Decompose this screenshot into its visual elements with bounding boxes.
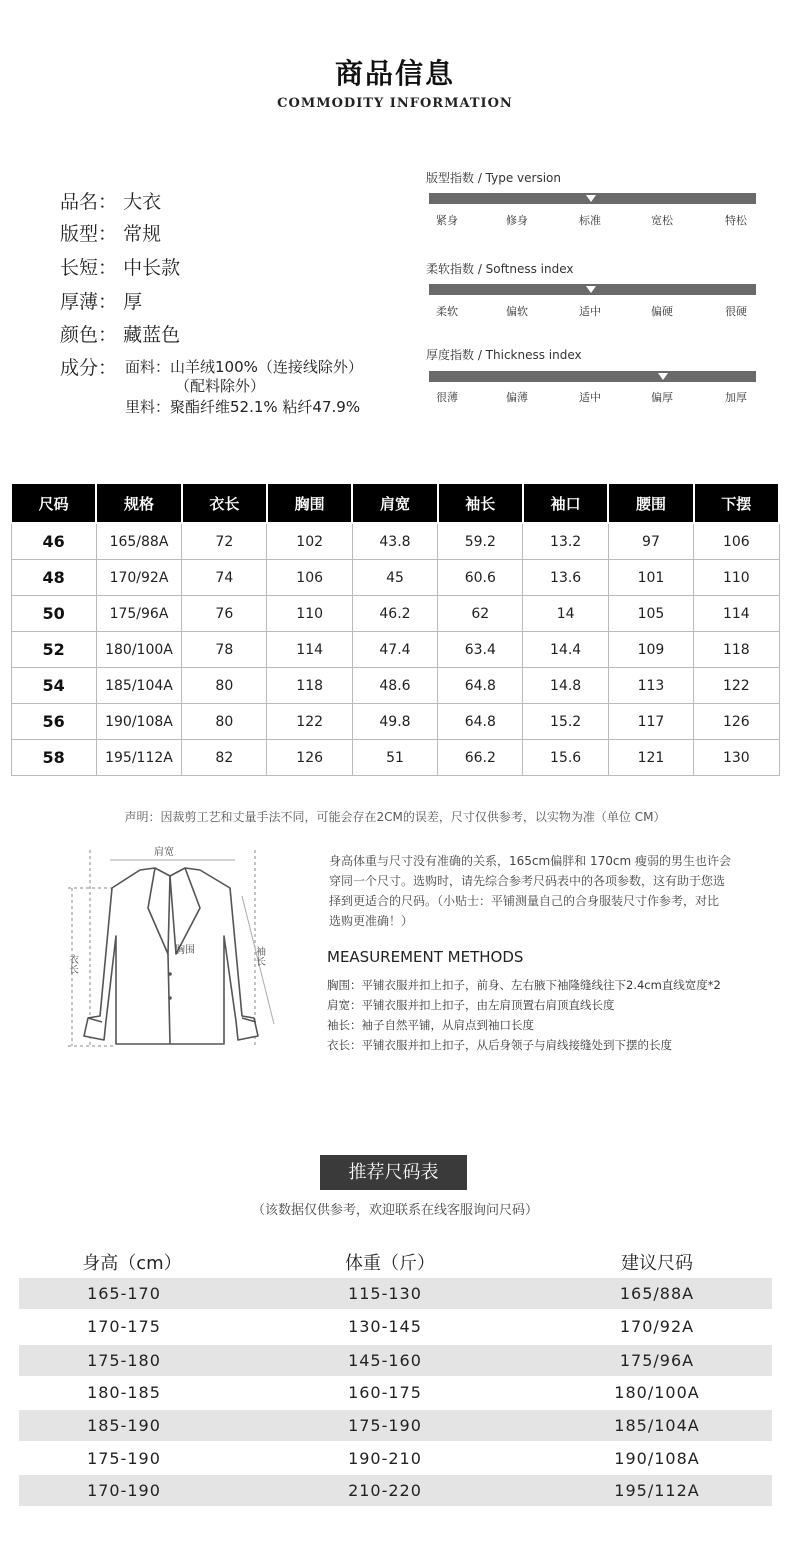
table-cell: 170-190	[87, 1481, 161, 1500]
index-bar	[429, 371, 756, 382]
index-label: 柔软	[436, 305, 458, 318]
table-cell: 195/112A	[614, 1481, 700, 1500]
header-waist: 腰围	[608, 483, 693, 523]
table-cell: 114	[694, 596, 779, 632]
table-cell: 59.2	[438, 523, 523, 560]
index-title: 版型指数 / Type version	[426, 171, 562, 185]
measurement-title: MEASUREMENT METHODS	[327, 948, 524, 966]
index-label: 标准	[579, 214, 601, 227]
table-cell: 165/88A	[619, 1284, 695, 1303]
table-cell: 45	[352, 560, 437, 596]
table-cell: 46	[11, 523, 96, 560]
table-cell: 110	[694, 560, 779, 596]
index-title: 厚度指数 / Thickness index	[426, 348, 582, 362]
table-cell: 165-170	[87, 1284, 161, 1303]
table-cell: 175-190	[87, 1449, 161, 1468]
table-cell: 48	[11, 560, 96, 596]
index-label: 紧身	[436, 214, 458, 227]
property-color: 颜色： 藏蓝色	[60, 324, 181, 346]
index-label: 修身	[506, 214, 528, 227]
index-title: 柔软指数 / Softness index	[426, 262, 574, 276]
advice-line: 穿同一个尺寸。选购时，请先综合参考尺码表中的各项参数，这有助于您选	[329, 874, 726, 888]
table-cell: 76	[182, 596, 267, 632]
table-cell: 113	[608, 668, 693, 704]
table-cell: 160-175	[348, 1383, 422, 1402]
table-cell: 62	[438, 596, 523, 632]
table-cell: 58	[11, 740, 96, 776]
table-cell: 190-210	[348, 1449, 422, 1468]
table-cell: 74	[182, 560, 267, 596]
header-shoulder: 肩宽	[352, 483, 437, 523]
table-cell: 175/96A	[619, 1351, 695, 1370]
table-row	[11, 560, 779, 596]
table-cell: 82	[182, 740, 267, 776]
table-cell: 185-190	[87, 1416, 161, 1435]
table-cell: 122	[267, 704, 352, 740]
table-cell: 72	[182, 523, 267, 560]
table-cell: 63.4	[438, 632, 523, 668]
table-cell: 66.2	[438, 740, 523, 776]
table-cell: 78	[182, 632, 267, 668]
table-cell: 175-180	[87, 1351, 161, 1370]
index-label: 适中	[579, 391, 601, 404]
table-cell: 180/100A	[614, 1383, 700, 1402]
measurement-item: 胸围：平铺衣服并扣上扣子，前身、左右腋下袖隆缝线往下2.4cm直线宽度*2	[327, 978, 721, 992]
table-row	[19, 1345, 772, 1376]
recommend-header-height: 身高（cm）	[82, 1253, 182, 1274]
table-row	[11, 523, 779, 560]
table-cell: 130	[694, 740, 779, 776]
table-cell: 80	[182, 668, 267, 704]
table-cell: 195/112A	[96, 740, 181, 776]
table-cell: 210-220	[348, 1481, 422, 1500]
table-cell: 15.6	[523, 740, 608, 776]
table-cell: 106	[267, 560, 352, 596]
table-row	[11, 740, 779, 776]
table-cell: 13.6	[523, 560, 608, 596]
table-cell: 118	[267, 668, 352, 704]
index-label: 偏软	[506, 305, 528, 318]
table-row	[19, 1410, 772, 1441]
table-cell: 106	[694, 523, 779, 560]
table-cell: 105	[608, 596, 693, 632]
label-sleeve: 袖长	[253, 946, 265, 966]
table-row	[19, 1278, 772, 1309]
table-cell: 109	[608, 632, 693, 668]
property-length: 长短： 中长款	[60, 257, 181, 279]
index-label: 偏硬	[651, 305, 673, 318]
table-cell: 60.6	[438, 560, 523, 596]
page-title: 商品信息	[334, 57, 455, 90]
header-length: 衣长	[182, 483, 267, 523]
table-cell: 122	[694, 668, 779, 704]
recommend-header-size: 建议尺码	[621, 1253, 693, 1274]
index-label: 偏薄	[506, 391, 528, 404]
header-spec: 规格	[96, 483, 181, 523]
table-cell: 121	[608, 740, 693, 776]
advice-line: 择到更适合的尺码。（小贴士：平铺测量自己的合身服装尺寸作参考，对比	[329, 894, 720, 908]
header-chest: 胸围	[267, 483, 352, 523]
table-row	[11, 632, 779, 668]
table-cell: 50	[11, 596, 96, 632]
table-cell: 130-145	[348, 1317, 422, 1336]
composition-shell-note: （配料除外）	[175, 377, 266, 395]
table-cell: 48.6	[352, 668, 437, 704]
table-cell: 64.8	[438, 704, 523, 740]
table-cell: 102	[267, 523, 352, 560]
table-cell: 49.8	[352, 704, 437, 740]
size-table-header	[11, 483, 779, 523]
table-cell: 170-175	[87, 1317, 161, 1336]
table-row	[19, 1475, 772, 1506]
header-sleeve: 袖长	[438, 483, 523, 523]
label-chest: 胸围	[175, 945, 195, 956]
table-cell: 175/96A	[96, 596, 181, 632]
table-cell: 118	[694, 632, 779, 668]
table-cell: 46.2	[352, 596, 437, 632]
page-subtitle: COMMODITY INFORMATION	[277, 96, 513, 111]
recommend-title: 推荐尺码表	[320, 1155, 467, 1190]
table-cell: 64.8	[438, 668, 523, 704]
property-composition-key: 成分：	[60, 357, 118, 379]
header-cuff: 袖口	[523, 483, 608, 523]
table-row	[19, 1311, 772, 1342]
table-cell: 14.8	[523, 668, 608, 704]
table-cell: 110	[267, 596, 352, 632]
table-cell: 54	[11, 668, 96, 704]
table-cell: 190/108A	[96, 704, 181, 740]
index-marker	[586, 195, 596, 202]
index-label: 宽松	[651, 214, 673, 227]
table-row	[19, 1443, 772, 1474]
table-cell: 51	[352, 740, 437, 776]
index-marker	[586, 286, 596, 293]
table-row	[11, 596, 779, 632]
table-cell: 170/92A	[96, 560, 181, 596]
composition-lining: 里料：聚酯纤维52.1% 粘纤47.9%	[125, 398, 361, 416]
label-length: 衣长	[66, 954, 78, 974]
table-cell: 52	[11, 632, 96, 668]
table-cell: 126	[267, 740, 352, 776]
index-label: 特松	[725, 214, 747, 227]
composition-shell: 面料：山羊绒100%（连接线除外）	[125, 358, 363, 376]
table-cell: 126	[694, 704, 779, 740]
property-name: 品名： 大衣	[60, 191, 162, 213]
recommend-subtitle: （该数据仅供参考，欢迎联系在线客服询问尺码）	[251, 1203, 538, 1218]
header-hem: 下摆	[694, 483, 779, 523]
table-cell: 165/88A	[96, 523, 181, 560]
table-cell: 80	[182, 704, 267, 740]
table-cell: 180-185	[87, 1383, 161, 1402]
table-cell: 114	[267, 632, 352, 668]
index-label: 适中	[579, 305, 601, 318]
table-cell: 47.4	[352, 632, 437, 668]
table-cell: 145-160	[348, 1351, 422, 1370]
table-cell: 175-190	[348, 1416, 422, 1435]
coat-diagram	[60, 836, 290, 1056]
label-shoulder: 肩宽	[154, 847, 174, 858]
table-cell: 101	[608, 560, 693, 596]
table-row	[19, 1377, 772, 1408]
table-cell: 115-130	[348, 1284, 422, 1303]
measurement-item: 袖长：袖子自然平铺，从肩点到袖口长度	[327, 1018, 534, 1032]
table-cell: 117	[608, 704, 693, 740]
table-cell: 14	[523, 596, 608, 632]
table-row	[11, 668, 779, 704]
table-cell: 56	[11, 704, 96, 740]
index-label: 加厚	[725, 391, 747, 404]
disclaimer: 声明：因裁剪工艺和丈量手法不同，可能会存在2CM的误差，尺寸仅供参考，以实物为准（单位 CM）	[124, 810, 666, 824]
property-fit: 版型： 常规	[60, 223, 162, 245]
measurement-item: 衣长：平铺衣服并扣上扣子，从后身领子与肩线接缝处到下摆的长度	[327, 1038, 672, 1052]
table-cell: 97	[608, 523, 693, 560]
advice-paragraph	[329, 851, 739, 931]
size-table	[10, 482, 780, 776]
index-label: 很硬	[725, 305, 747, 318]
table-cell: 43.8	[352, 523, 437, 560]
table-cell: 185/104A	[614, 1416, 700, 1435]
measurement-item: 肩宽：平铺衣服并扣上扣子，由左肩顶置右肩顶直线长度	[327, 998, 615, 1012]
property-thickness: 厚薄： 厚	[60, 291, 143, 313]
table-cell: 170/92A	[619, 1317, 695, 1336]
advice-line: 身高体重与尺寸没有准确的关系，165cm偏胖和 170cm 瘦弱的男生也许会	[329, 854, 732, 868]
header-size: 尺码	[11, 483, 96, 523]
table-cell: 14.4	[523, 632, 608, 668]
index-label: 很薄	[436, 391, 458, 404]
table-cell: 13.2	[523, 523, 608, 560]
table-cell: 15.2	[523, 704, 608, 740]
index-label: 偏厚	[651, 391, 673, 404]
advice-line: 选购更准确！）	[329, 914, 414, 928]
table-row	[11, 704, 779, 740]
table-cell: 180/100A	[96, 632, 181, 668]
recommend-header-weight: 体重（斤）	[345, 1253, 435, 1274]
table-cell: 185/104A	[96, 668, 181, 704]
table-cell: 190/108A	[614, 1449, 700, 1468]
index-marker	[658, 373, 668, 380]
